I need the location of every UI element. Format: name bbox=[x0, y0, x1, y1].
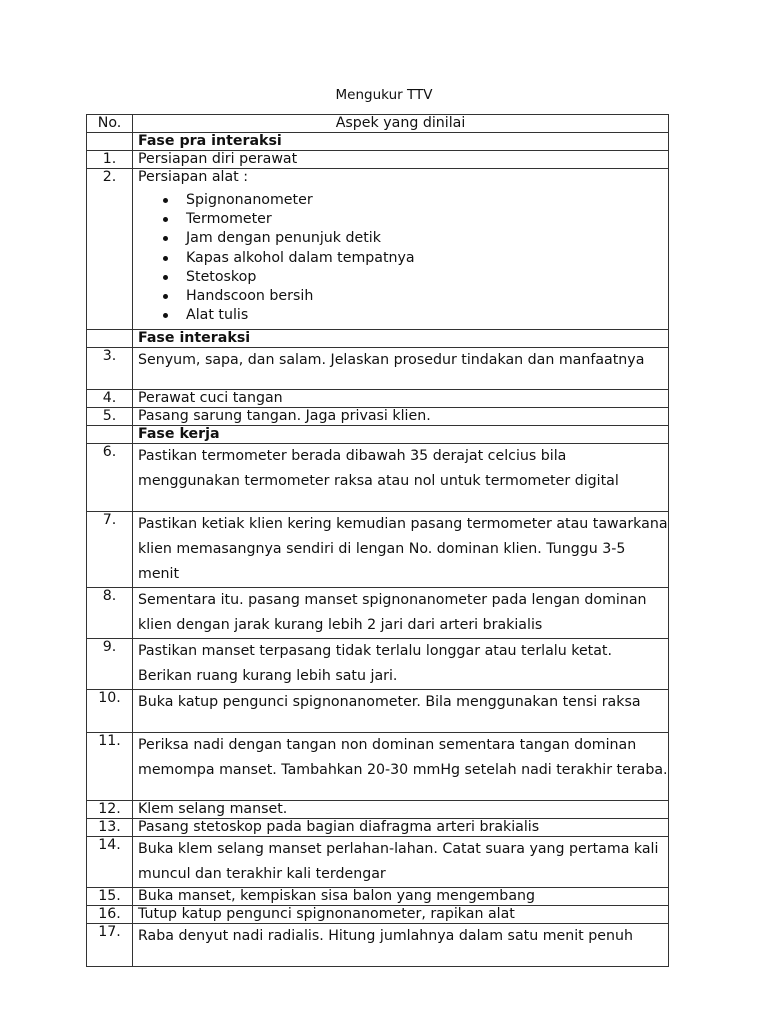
table-row bbox=[87, 639, 669, 690]
table-row bbox=[87, 801, 669, 819]
row-number: 8. bbox=[87, 588, 133, 639]
row-number: 12. bbox=[87, 801, 133, 819]
row-number: 11. bbox=[87, 733, 133, 801]
row-number: 4. bbox=[87, 390, 133, 408]
row-number: 14. bbox=[87, 837, 133, 888]
table-row bbox=[87, 733, 669, 801]
list-item: Jam dengan penunjuk detik bbox=[163, 229, 668, 248]
phase-row-pra-interaksi bbox=[87, 133, 669, 151]
row-number: 1. bbox=[87, 151, 133, 169]
list-item: Termometer bbox=[163, 210, 668, 229]
table-row bbox=[87, 348, 669, 390]
tools-intro: Persiapan alat : bbox=[138, 169, 249, 185]
row-text: Buka katup pengunci spignonanometer. Bila menggunakan tensi raksa bbox=[133, 690, 669, 733]
row-number: 3. bbox=[87, 348, 133, 390]
phase-title-kerja: Fase kerja bbox=[133, 426, 669, 444]
assessment-table bbox=[86, 114, 669, 967]
table-row bbox=[87, 906, 669, 924]
row-number: 2. bbox=[87, 169, 133, 330]
row-text: Tutup katup pengunci spignonanometer, rapikan alat bbox=[133, 906, 669, 924]
row-text: Perawat cuci tangan bbox=[133, 390, 669, 408]
row-text: Pasang sarung tangan. Jaga privasi klien. bbox=[133, 408, 669, 426]
phase-title-interaksi: Fase interaksi bbox=[133, 330, 669, 348]
list-item: Stetoskop bbox=[163, 268, 668, 287]
page-title: Mengukur TTV bbox=[335, 87, 433, 103]
table-row bbox=[87, 390, 669, 408]
header-no: No. bbox=[87, 115, 133, 133]
row-text-tools bbox=[133, 169, 669, 330]
table-row bbox=[87, 588, 669, 639]
row-text: Buka klem selang manset perlahan-lahan. Catat suara yang pertama kali muncul dan terakhir kali terdengar bbox=[133, 837, 669, 888]
phase-title-pra-interaksi: Fase pra interaksi bbox=[133, 133, 669, 151]
row-text: Sementara itu. pasang manset spignonanometer pada lengan dominan klien dengan jarak kurang lebih 2 jari dari arteri brakialis bbox=[133, 588, 669, 639]
row-number: 9. bbox=[87, 639, 133, 690]
table-row bbox=[87, 512, 669, 588]
row-number: 10. bbox=[87, 690, 133, 733]
phase-row-kerja bbox=[87, 426, 669, 444]
table-row bbox=[87, 444, 669, 512]
row-text: Pastikan ketiak klien kering kemudian pasang termometer atau tawarkana klien memasangnya sendiri di lengan No. dominan klien. Tunggu 3-5 menit bbox=[133, 512, 669, 588]
header-aspek: Aspek yang dinilai bbox=[133, 115, 669, 133]
row-text: Pastikan manset terpasang tidak terlalu longgar atau terlalu ketat. Berikan ruang kurang lebih satu jari. bbox=[133, 639, 669, 690]
row-text: Senyum, sapa, dan salam. Jelaskan prosedur tindakan dan manfaatnya bbox=[133, 348, 669, 390]
row-text: Periksa nadi dengan tangan non dominan sementara tangan dominan memompa manset. Tambahkan 20-30 mmHg setelah nadi terakhir teraba. bbox=[133, 733, 669, 801]
table-row bbox=[87, 690, 669, 733]
phase-no-cell bbox=[87, 330, 133, 348]
phase-no-cell bbox=[87, 426, 133, 444]
row-number: 13. bbox=[87, 819, 133, 837]
row-number: 15. bbox=[87, 888, 133, 906]
row-text: Buka manset, kempiskan sisa balon yang mengembang bbox=[133, 888, 669, 906]
table-row bbox=[87, 169, 669, 330]
row-text: Pastikan termometer berada dibawah 35 derajat celcius bila menggunakan termometer raksa atau nol untuk termometer digital bbox=[133, 444, 669, 512]
table-row bbox=[87, 151, 669, 169]
list-item: Alat tulis bbox=[163, 306, 668, 325]
row-number: 17. bbox=[87, 924, 133, 967]
table-row bbox=[87, 888, 669, 906]
row-number: 5. bbox=[87, 408, 133, 426]
tools-list bbox=[138, 191, 668, 325]
row-text: Pasang stetoskop pada bagian diafragma arteri brakialis bbox=[133, 819, 669, 837]
row-number: 6. bbox=[87, 444, 133, 512]
row-number: 7. bbox=[87, 512, 133, 588]
table-row bbox=[87, 819, 669, 837]
table-row bbox=[87, 408, 669, 426]
table-row bbox=[87, 837, 669, 888]
row-text: Raba denyut nadi radialis. Hitung jumlahnya dalam satu menit penuh bbox=[133, 924, 669, 967]
table-header-row bbox=[87, 115, 669, 133]
row-text: Klem selang manset. bbox=[133, 801, 669, 819]
list-item: Handscoon bersih bbox=[163, 287, 668, 306]
row-text: Persiapan diri perawat bbox=[133, 151, 669, 169]
phase-row-interaksi bbox=[87, 330, 669, 348]
phase-no-cell bbox=[87, 133, 133, 151]
list-item: Spignonanometer bbox=[163, 191, 668, 210]
row-number: 16. bbox=[87, 906, 133, 924]
table-row bbox=[87, 924, 669, 967]
list-item: Kapas alkohol dalam tempatnya bbox=[163, 249, 668, 268]
